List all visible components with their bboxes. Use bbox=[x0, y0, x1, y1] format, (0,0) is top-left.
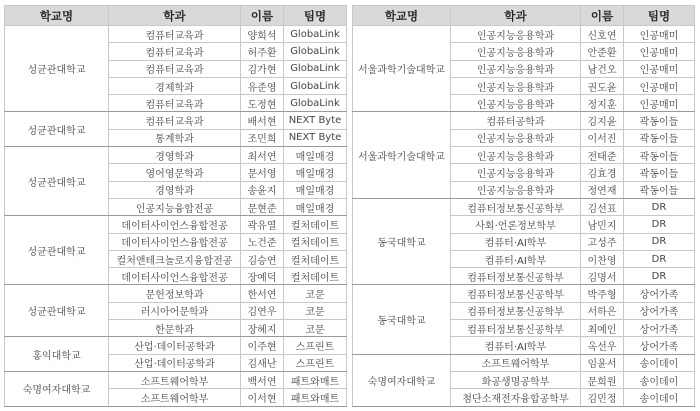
department-cell: 경영학과 bbox=[109, 147, 241, 164]
table-row bbox=[5, 147, 347, 164]
school-cell: 성균관대학교 bbox=[5, 216, 109, 285]
team-name-cell: 인공매미 bbox=[624, 26, 695, 43]
department-cell: 소프트웨어학부 bbox=[451, 354, 581, 371]
department-cell: 한문학과 bbox=[109, 320, 241, 337]
table-row bbox=[353, 112, 695, 129]
header-department: 학과 bbox=[109, 6, 241, 26]
department-cell: 사회·언론정보학부 bbox=[451, 216, 581, 233]
team-name-cell: GlobaLink bbox=[284, 60, 347, 77]
team-name-cell: 송이데이 bbox=[624, 354, 695, 371]
team-name-cell: 인공매미 bbox=[624, 77, 695, 94]
team-name-cell: 송이데이 bbox=[624, 371, 695, 388]
team-name-cell: 스프린트 bbox=[284, 354, 347, 371]
member-name-cell: 김지윤 bbox=[581, 112, 624, 129]
team-name-cell: 곽동이들 bbox=[624, 181, 695, 198]
department-cell: 컴퓨터교육과 bbox=[109, 26, 241, 43]
member-name-cell: 김선표 bbox=[581, 198, 624, 215]
table-row bbox=[5, 112, 347, 129]
team-name-cell: GlobaLink bbox=[284, 26, 347, 43]
department-cell: 컴퓨터정보통신공학부 bbox=[451, 198, 581, 215]
department-cell: 컴퓨터·AI학부 bbox=[451, 233, 581, 250]
member-name-cell: 도정현 bbox=[241, 95, 284, 112]
table-row bbox=[353, 285, 695, 302]
team-name-cell: 컬처데이트 bbox=[284, 233, 347, 250]
member-name-cell: 옥선우 bbox=[581, 337, 624, 354]
school-cell: 성균관대학교 bbox=[5, 112, 109, 147]
department-cell: 컴퓨터정보통신공학부 bbox=[451, 268, 581, 285]
department-cell: 경제학과 bbox=[109, 77, 241, 94]
member-name-cell: 문희원 bbox=[581, 371, 624, 388]
department-cell: 첨단소재전자융합공학부 bbox=[451, 389, 581, 406]
header-team: 팀명 bbox=[624, 6, 695, 26]
member-name-cell: 장혜지 bbox=[241, 320, 284, 337]
team-name-cell: 매일매경 bbox=[284, 198, 347, 215]
member-name-cell: 백서연 bbox=[241, 371, 284, 388]
team-name-cell: DR bbox=[624, 268, 695, 285]
department-cell: 영어영문학과 bbox=[109, 164, 241, 181]
department-cell: 컴퓨터정보통신공학부 bbox=[451, 302, 581, 319]
department-cell: 컬처앤테크놀로지융합전공 bbox=[109, 250, 241, 267]
school-cell: 숙명여자대학교 bbox=[353, 354, 451, 406]
department-cell: 인공지능응용학과 bbox=[451, 43, 581, 60]
member-name-cell: 정지훈 bbox=[581, 95, 624, 112]
department-cell: 데이터사이언스융합전공 bbox=[109, 233, 241, 250]
member-name-cell: 최예인 bbox=[581, 320, 624, 337]
header-school: 학교명 bbox=[353, 6, 451, 26]
table-row bbox=[353, 26, 695, 43]
table-row bbox=[5, 371, 347, 388]
team-name-cell: DR bbox=[624, 198, 695, 215]
team-name-cell: 컬처데이트 bbox=[284, 250, 347, 267]
member-name-cell: 임윤서 bbox=[581, 354, 624, 371]
team-name-cell: 상어가족 bbox=[624, 320, 695, 337]
member-name-cell: 한서연 bbox=[241, 285, 284, 302]
member-name-cell: 전태준 bbox=[581, 147, 624, 164]
department-cell: 인공지능응용학과 bbox=[451, 129, 581, 146]
table-row bbox=[5, 337, 347, 354]
team-name-cell: 패트와매트 bbox=[284, 371, 347, 388]
team-name-cell: 인공매미 bbox=[624, 60, 695, 77]
member-name-cell: 김가현 bbox=[241, 60, 284, 77]
team-name-cell: 코문 bbox=[284, 320, 347, 337]
header-name: 이름 bbox=[241, 6, 284, 26]
member-name-cell: 이서현 bbox=[241, 389, 284, 406]
member-name-cell: 김명서 bbox=[581, 268, 624, 285]
member-name-cell: 문서영 bbox=[241, 164, 284, 181]
department-cell: 컴퓨터교육과 bbox=[109, 112, 241, 129]
team-name-cell: 상어가족 bbox=[624, 302, 695, 319]
department-cell: 산업·데이터공학과 bbox=[109, 354, 241, 371]
team-name-cell: 컬처데이트 bbox=[284, 268, 347, 285]
team-name-cell: 곽동이들 bbox=[624, 129, 695, 146]
member-name-cell: 양희석 bbox=[241, 26, 284, 43]
member-name-cell: 김민정 bbox=[581, 389, 624, 406]
table-row bbox=[5, 216, 347, 233]
team-name-cell: 컬처데이트 bbox=[284, 216, 347, 233]
member-name-cell: 권도윤 bbox=[581, 77, 624, 94]
team-name-cell: 곽동이들 bbox=[624, 164, 695, 181]
member-name-cell: 문현준 bbox=[241, 198, 284, 215]
team-name-cell: 스프린트 bbox=[284, 337, 347, 354]
table-row bbox=[5, 26, 347, 43]
member-name-cell: 장예덕 bbox=[241, 268, 284, 285]
member-name-cell: 배서현 bbox=[241, 112, 284, 129]
school-cell: 서울과학기술대학교 bbox=[353, 26, 451, 112]
department-cell: 인공지능응용학과 bbox=[451, 77, 581, 94]
department-cell: 러시아어문학과 bbox=[109, 302, 241, 319]
table-row bbox=[353, 354, 695, 371]
department-cell: 컴퓨터교육과 bbox=[109, 95, 241, 112]
department-cell: 컴퓨터교육과 bbox=[109, 43, 241, 60]
department-cell: 컴퓨터공학과 bbox=[451, 112, 581, 129]
department-cell: 컴퓨터·AI학부 bbox=[451, 337, 581, 354]
member-name-cell: 남건오 bbox=[581, 60, 624, 77]
department-cell: 소프트웨어학부 bbox=[109, 389, 241, 406]
member-name-cell: 조민희 bbox=[241, 129, 284, 146]
team-name-cell: 매일매경 bbox=[284, 181, 347, 198]
team-name-cell: GlobaLink bbox=[284, 95, 347, 112]
team-name-cell: 상어가족 bbox=[624, 337, 695, 354]
department-cell: 인공지능응용학과 bbox=[451, 164, 581, 181]
team-name-cell: DR bbox=[624, 216, 695, 233]
member-name-cell: 이서진 bbox=[581, 129, 624, 146]
member-name-cell: 남민지 bbox=[581, 216, 624, 233]
team-name-cell: 매일매경 bbox=[284, 147, 347, 164]
member-name-cell: 안준환 bbox=[581, 43, 624, 60]
team-name-cell: GlobaLink bbox=[284, 43, 347, 60]
department-cell: 컴퓨터정보통신공학부 bbox=[451, 320, 581, 337]
school-cell: 숙명여자대학교 bbox=[5, 371, 109, 406]
department-cell: 컴퓨터교육과 bbox=[109, 60, 241, 77]
header-name: 이름 bbox=[581, 6, 624, 26]
school-cell: 홍익대학교 bbox=[5, 337, 109, 372]
table-row bbox=[353, 198, 695, 215]
team-name-cell: 코문 bbox=[284, 302, 347, 319]
department-cell: 경영학과 bbox=[109, 181, 241, 198]
team-name-cell: 인공매미 bbox=[624, 43, 695, 60]
department-cell: 컴퓨터·AI학부 bbox=[451, 250, 581, 267]
department-cell: 인공지능융합전공 bbox=[109, 198, 241, 215]
member-name-cell: 이주현 bbox=[241, 337, 284, 354]
member-name-cell: 김효경 bbox=[581, 164, 624, 181]
header-row bbox=[353, 6, 695, 26]
department-cell: 인공지능응용학과 bbox=[451, 147, 581, 164]
department-cell: 인공지능응용학과 bbox=[451, 95, 581, 112]
member-name-cell: 허주환 bbox=[241, 43, 284, 60]
team-name-cell: NEXT Byte bbox=[284, 129, 347, 146]
team-name-cell: GlobaLink bbox=[284, 77, 347, 94]
member-name-cell: 김새난 bbox=[241, 354, 284, 371]
department-cell: 문헌정보학과 bbox=[109, 285, 241, 302]
member-name-cell: 김승연 bbox=[241, 250, 284, 267]
school-cell: 성균관대학교 bbox=[5, 26, 109, 112]
member-name-cell: 송윤지 bbox=[241, 181, 284, 198]
header-team: 팀명 bbox=[284, 6, 347, 26]
team-name-cell: 인공매미 bbox=[624, 95, 695, 112]
department-cell: 산업·데이터공학과 bbox=[109, 337, 241, 354]
school-cell: 성균관대학교 bbox=[5, 285, 109, 337]
school-cell: 동국대학교 bbox=[353, 285, 451, 354]
member-name-cell: 신호연 bbox=[581, 26, 624, 43]
header-department: 학과 bbox=[451, 6, 581, 26]
table-row bbox=[5, 285, 347, 302]
member-name-cell: 박주형 bbox=[581, 285, 624, 302]
member-name-cell: 최서연 bbox=[241, 147, 284, 164]
team-name-cell: DR bbox=[624, 250, 695, 267]
school-cell: 동국대학교 bbox=[353, 198, 451, 284]
department-cell: 컴퓨터정보통신공학부 bbox=[451, 285, 581, 302]
header-school: 학교명 bbox=[5, 6, 109, 26]
department-cell: 인공지능응용학과 bbox=[451, 60, 581, 77]
school-cell: 서울과학기술대학교 bbox=[353, 112, 451, 198]
header-row bbox=[5, 6, 347, 26]
team-name-cell: 패트와매트 bbox=[284, 389, 347, 406]
roster-table-right bbox=[352, 5, 695, 407]
member-name-cell: 유준영 bbox=[241, 77, 284, 94]
team-name-cell: 매일매경 bbox=[284, 164, 347, 181]
member-name-cell: 김연우 bbox=[241, 302, 284, 319]
department-cell: 인공지능응용학과 bbox=[451, 26, 581, 43]
member-name-cell: 곽유열 bbox=[241, 216, 284, 233]
member-name-cell: 노건준 bbox=[241, 233, 284, 250]
department-cell: 인공지능응용학과 bbox=[451, 181, 581, 198]
team-name-cell: 상어가족 bbox=[624, 285, 695, 302]
member-name-cell: 서하은 bbox=[581, 302, 624, 319]
member-name-cell: 정연재 bbox=[581, 181, 624, 198]
department-cell: 화공생명공학부 bbox=[451, 371, 581, 388]
roster-table-left bbox=[4, 5, 347, 407]
team-name-cell: 곽동이들 bbox=[624, 112, 695, 129]
member-name-cell: 고성주 bbox=[581, 233, 624, 250]
department-cell: 통계학과 bbox=[109, 129, 241, 146]
team-name-cell: NEXT Byte bbox=[284, 112, 347, 129]
department-cell: 데이터사이언스융합전공 bbox=[109, 216, 241, 233]
department-cell: 소프트웨어학부 bbox=[109, 371, 241, 388]
department-cell: 데이터사이언스융합전공 bbox=[109, 268, 241, 285]
member-name-cell: 이찬영 bbox=[581, 250, 624, 267]
team-name-cell: 코문 bbox=[284, 285, 347, 302]
team-name-cell: DR bbox=[624, 233, 695, 250]
team-name-cell: 곽동이들 bbox=[624, 147, 695, 164]
school-cell: 성균관대학교 bbox=[5, 147, 109, 216]
team-name-cell: 송이데이 bbox=[624, 389, 695, 406]
